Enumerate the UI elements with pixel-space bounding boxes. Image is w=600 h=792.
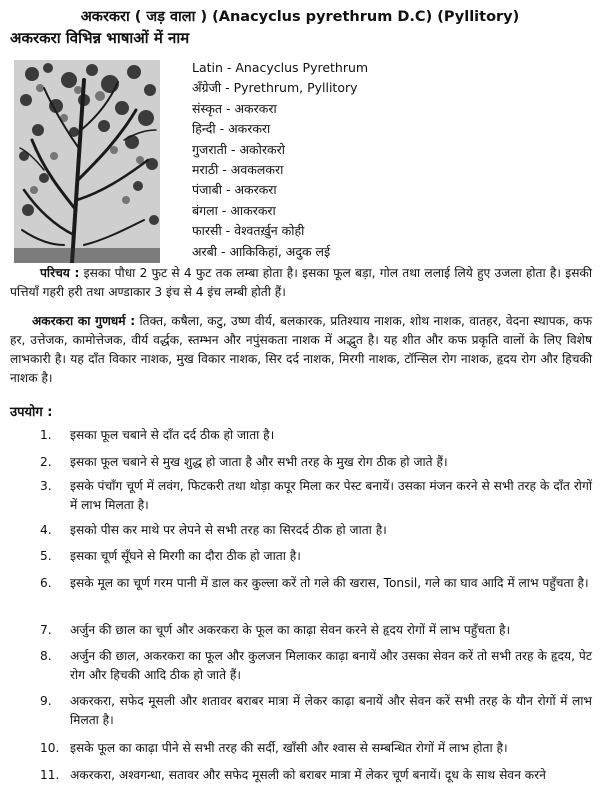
use-item xyxy=(40,692,592,730)
use-item xyxy=(40,647,592,685)
plant-photo xyxy=(14,60,160,263)
name-item-persian: फारसी - वेश्वतर्ख़ुन कोही xyxy=(192,223,305,239)
use-text: अर्जुन की छाल का चूर्ण और अकरकरा के फूल का काढ़ा सेवन करने से हृदय रोगों में लाभ पहुँचता है। xyxy=(70,623,511,637)
uses-heading: उपयोग : xyxy=(10,405,53,420)
use-text: अर्जुन की छाल, अकरकरा का फूल और कुलजन मिलाकर काढ़ा बनायें और उसका सेवन करें तो सभी तरह के हृदय, पेट रोग और हिचकी आदि ठीक हो जाते हैं। xyxy=(70,649,592,682)
name-item-bengali: बंगला - आकरकरा xyxy=(192,202,276,218)
use-text: इसका फूल चबाने से दाँत दर्द ठीक हो जाता है। xyxy=(70,428,275,442)
intro-label: परिचय : xyxy=(40,266,80,280)
name-item-gujarati: गुजराती - अकोरकरो xyxy=(192,141,285,157)
use-number: 5. xyxy=(40,549,52,563)
use-number: 4. xyxy=(40,523,52,537)
intro-text: इसका पौधा 2 फुट से 4 फुट तक लम्बा होता है। इसका फूल बड़ा, गोल तथा ललाई लिये हुए उजला होता है। इसकी पत्तियाँ गहरी हरी तथा अण्डाकार 3 इंच से 4 इंच लम्बी होती हैं। xyxy=(10,266,592,299)
use-number: 7. xyxy=(40,623,52,637)
use-item xyxy=(40,574,592,593)
properties-label: अकरकरा का गुणधर्म : xyxy=(32,314,136,328)
use-number: 6. xyxy=(40,576,52,590)
use-item xyxy=(40,521,592,540)
use-text: इसका फूल चबाने से मुख शुद्ध हो जाता है और सभी तरह के मुख रोग ठीक हो जाते हैं। xyxy=(70,455,448,469)
use-item xyxy=(40,477,592,515)
use-item xyxy=(40,739,592,758)
use-number: 1. xyxy=(40,428,52,442)
name-item-marathi: मराठी - अवकलकरा xyxy=(192,161,284,177)
name-item-hindi: हिन्दी - अकरकरा xyxy=(192,121,271,137)
use-number: 10. xyxy=(40,741,60,755)
use-text: इसके फूल का काढ़ा पीने से सभी तरह की सर्दी, खाँसी और श्वास से सम्बन्धित रोगों में लाभ होता है। xyxy=(70,741,508,755)
use-text: इसको पीस कर माथे पर लेपने से सभी तरह का सिरदर्द ठीक हो जाता है। xyxy=(70,523,387,537)
language-names-list xyxy=(192,58,592,262)
use-number: 3. xyxy=(40,479,52,493)
use-text: अकरकरा, सफेद मूसली और शतावर बराबर मात्रा में लेकर काढ़ा बनायें और सेवन करें सभी तरह के यौन रोगों में लाभ मिलता है। xyxy=(70,694,592,727)
names-heading: अकरकरा विभिन्न भाषाओं में नाम xyxy=(10,29,190,47)
use-text: अकरकरा, अश्वगन्धा, सतावर और सफेद मूसली को बराबर मात्रा में लेकर चूर्ण बनायें। दूध के साथ सेवन करने xyxy=(70,768,546,782)
intro-paragraph xyxy=(10,264,592,302)
name-item-latin: Latin - Anacyclus Pyrethrum xyxy=(192,60,369,75)
properties-paragraph xyxy=(10,312,592,388)
page-title: अकरकरा ( जड़ वाला ) (Anacyclus pyrethrum D.C) (Pyllitory) xyxy=(80,9,520,25)
use-text: इसका चूर्ण सूँघने से मिरगी का दौरा ठीक हो जाता है। xyxy=(70,549,301,563)
use-number: 9. xyxy=(40,694,52,708)
use-item xyxy=(40,621,592,640)
name-item-arabic: अरबी - आकिकिहां, अदुक लई xyxy=(192,243,331,259)
use-item xyxy=(40,547,592,566)
name-item-sanskrit: संस्कृत - अकरकरा xyxy=(192,100,277,116)
use-item xyxy=(40,766,592,785)
name-item-english: अँग्रेजी - Pyrethrum, Pyllitory xyxy=(192,80,358,96)
use-number: 2. xyxy=(40,455,52,469)
use-item xyxy=(40,453,592,472)
use-text: इसके पंचाँग चूर्ण में लवंग, फिटकरी तथा थोड़ा कपूर मिला कर पेस्ट बनायें। उसका मंजन करने से सभी तरह के दाँत रोगों में लाभ मिलता है। xyxy=(70,479,592,512)
use-item xyxy=(40,426,592,445)
properties-text: तिक्त, कषैला, कटु, उष्ण वीर्य, बलकारक, प्रतिश्याय नाशक, शोथ नाशक, वातहर, वेदना स्थापक, कफ हर, उत्तेजक, कामोत्तेजक, वीर्य वर्द्धक, स्तम्भन और नपुंसकता नाशक में अद्भुत है। यह शीत और कफ प्रकृति वालों के लिए विशेष लाभकारी है। यह दाँत विकार नाशक, मुख विकार नाशक, सिर दर्द नाशक, मिरगी नाशक, टॉन्सिल रोग नाशक, हृदय रोग और हिचकी नाशक है। xyxy=(10,314,593,385)
use-number: 11. xyxy=(40,768,60,782)
name-item-punjabi: पंजाबी - अकरकरा xyxy=(192,182,277,198)
use-text: इसके मूल का चूर्ण गरम पानी में डाल कर कुल्ला करें तो गले की खरास, Tonsil, गले का घाव आदि में लाभ पहुँचता है। xyxy=(70,576,589,590)
use-number: 8. xyxy=(40,649,52,663)
